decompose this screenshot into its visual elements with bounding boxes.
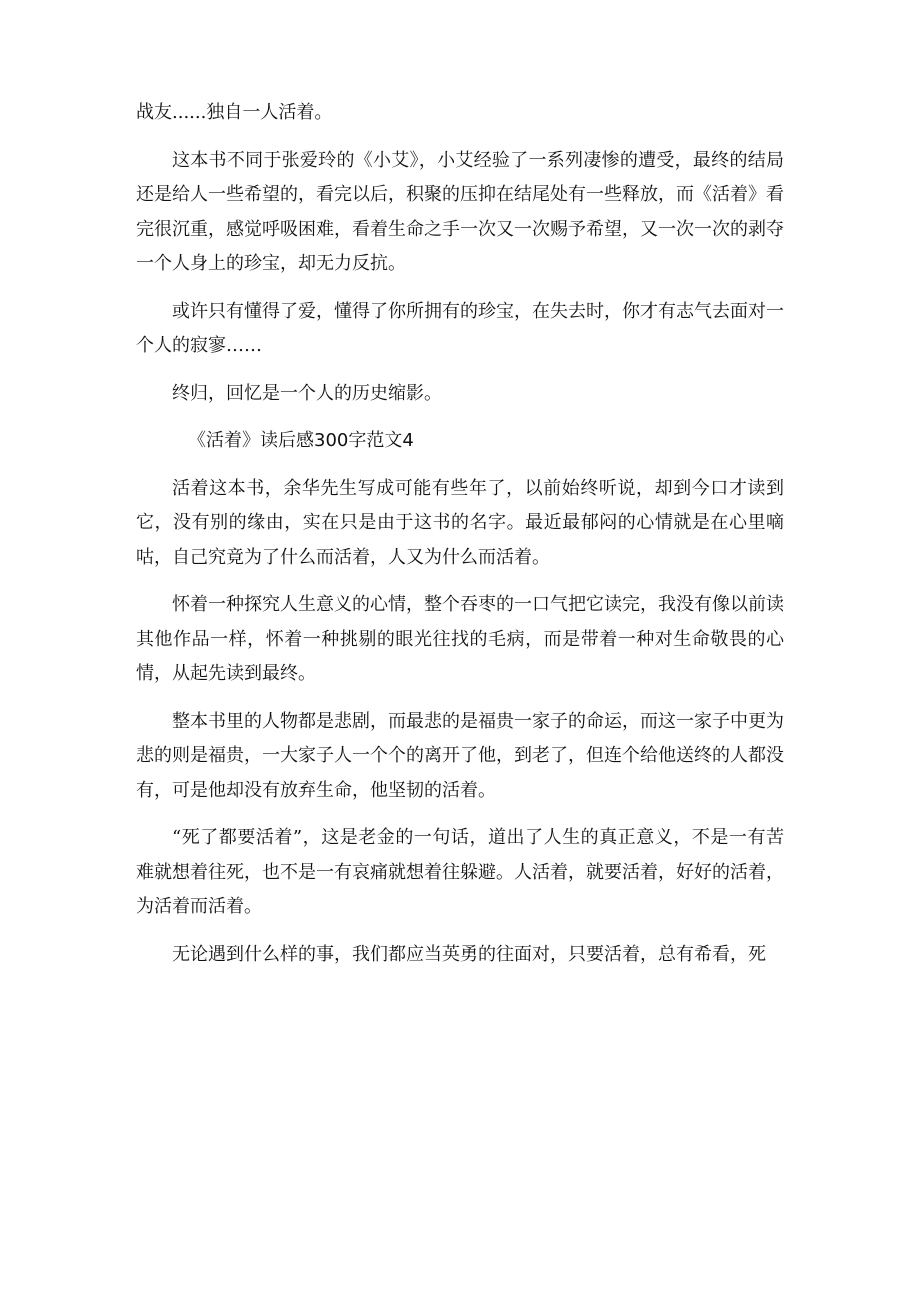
document-body <box>136 96 784 985</box>
paragraph-continuation: 战友......独自一人活着。 <box>136 102 333 123</box>
paragraph-courage: 无论遇到什么样的事，我们都应当英勇的往面对，只要活着，总有希看，死 <box>172 943 766 965</box>
paragraph-quote: “死了都要活着”，这是老金的一句话，道出了人生的真正意义，不是一有苦难就想着往死，也不是一有哀痛就想着往躲避。人活着，就要活着，好好的活着，为活着而活着。 <box>136 827 784 917</box>
paragraph-reading: 怀着一种探究人生意义的心情，整个吞枣的一口气把它读完，我没有像以前读其他作品一样，怀着一种挑剔的眼光往找的毛病，而是带着一种对生命敬畏的心情，从起先读到最终。 <box>136 594 784 684</box>
paragraph-tragedy: 整本书里的人物都是悲剧，而最悲的是福贵一家子的命运，而这一家子中更为悲的则是福贵，一大家子人一个个的离开了他，到老了，但连个给他送终的人都没有，可是他却没有放弃生命，他坚韧的活着。 <box>136 710 784 801</box>
paragraph-love: 或许只有懂得了爱，懂得了你所拥有的珍宝，在失去时，你才有志气去面对一个人的寂寥…… <box>136 300 784 356</box>
paragraph-memory: 终归，回忆是一个人的历史缩影。 <box>172 382 442 404</box>
paragraph-xiaoai-comparison: 这本书不同于张爱玲的《小艾》，小艾经验了一系列凄惨的遭受，最终的结局还是给人一些希望的，看完以后，积聚的压抑在结尾处有一些释放，而《活着》看完很沉重，感觉呼吸困难，看着生命之手一次又一次赐予希望，又一次一次的剥夺一个人身上的珍宝，却无力反抗。 <box>136 149 784 274</box>
paragraph-intro: 活着这本书，余华先生写成可能有些年了，以前始终听说，却到今口才读到它，没有别的缘由，实在只是由于这书的名字。最近最郁闷的心情就是在心里嘀咕，自己究竟为了什么而活着，人又为什么而活着。 <box>136 477 784 568</box>
section-heading: 《活着》读后感300字范文4 <box>188 430 414 451</box>
